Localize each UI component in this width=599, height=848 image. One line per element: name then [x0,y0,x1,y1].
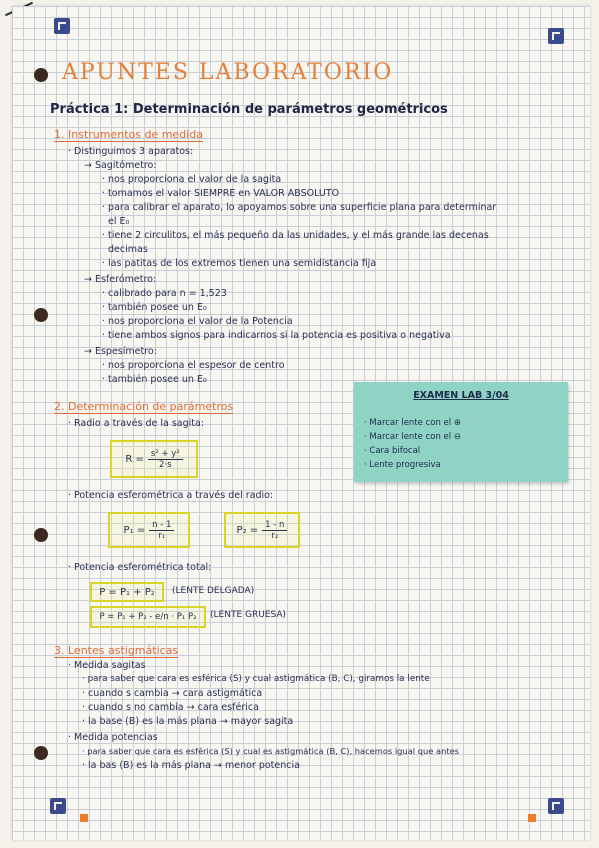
corner-logo-icon [548,798,564,814]
fraction-numerator: 1 - n [262,520,287,531]
formula-text: P = P₁ + P₂ - e/n · P₁ P₂ [99,612,197,622]
binder-hole [34,746,48,760]
note-line: · Distinguimos 3 aparatos: [68,146,194,157]
note-line: · Potencia esferométrica a través del radio: [68,490,274,501]
formula-total-thick-box [90,606,206,628]
formula-text: P₁ = [123,524,146,536]
sticky-note [354,382,568,482]
note-line: decimas [108,244,148,255]
note-line: · la bas (B) es la más plana → menor potencia [82,760,300,771]
note-line: · Medida potencias [68,732,158,743]
note-line: · nos proporciona el valor de la sagita [102,174,282,185]
fraction [148,449,183,470]
fraction-numerator: n - 1 [149,520,174,531]
fraction-denominator: r₂ [271,530,279,541]
page-title: APUNTES LABORATORIO [62,60,394,85]
note-line: · para saber que cara es esférica (S) y cual es astigmática (B, C), hacemos igual que antes [82,746,460,756]
note-line: · Potencia esferométrica total: [68,562,212,573]
note-line: el E₀ [108,216,130,227]
formula-p1-box [108,512,190,548]
sticky-note-item: · Lente progresiva [364,460,441,470]
note-line: · Medida sagitas [68,660,146,671]
binder-hole [34,528,48,542]
note-line: · tiene ambos signos para indicarnos si la potencia es positiva o negativa [102,330,451,341]
note-line: · calibrado para n = 1,523 [102,288,227,299]
formula-text: R = [125,453,144,465]
note-line: · tomamos el valor SIEMPRE en VALOR ABSOLUTO [102,188,340,199]
formula-text: P = P₁ + P₂ [99,586,155,598]
note-line: · Radio a través de la sagita: [68,418,205,429]
lens-type-label: (LENTE GRUESA) [210,610,287,620]
orange-square-icon [80,814,88,822]
formula-radius-box [110,440,198,478]
note-line: · cuando s cambia → cara astigmática [82,688,263,699]
section-heading: 2. Determinación de parámetros [54,400,234,413]
fraction-numerator: s² + y² [148,449,183,460]
fraction-denominator: 2·s [158,459,172,470]
section-heading: 3. Lentes astigmáticas [54,644,179,657]
note-line: · para saber que cara es esférica (S) y cual astigmática (B, C), giramos la lente [82,674,430,684]
sticky-note-item: · Marcar lente con el ⊖ [364,432,461,442]
corner-logo-icon [54,18,70,34]
binder-hole [34,308,48,322]
note-line: → Esferómetro: [84,274,157,285]
note-line: · también posee un E₀ [102,374,207,385]
fraction [149,520,174,541]
sticky-note-item: · Marcar lente con el ⊕ [364,418,461,428]
note-line: · la base (B) es la más plana → mayor sagita [82,716,294,727]
formula-total-thin-box [90,582,164,602]
note-line: → Espesímetro: [84,346,157,357]
note-line: · para calibrar el aparato, lo apoyamos sobre una superficie plana para determinar [102,202,497,213]
sticky-note-title: EXAMEN LAB 3/04 [413,390,509,401]
note-line: · también posee un E₀ [102,302,207,313]
section-heading: 1. Instrumentos de medida [54,128,203,141]
note-line: → Sagitómetro: [84,160,157,171]
binder-hole [34,68,48,82]
note-line: · nos proporciona el valor de la Potencia [102,316,293,327]
sticky-note-item: · Cara bifocal [364,446,421,456]
note-line: · nos proporciona el espesor de centro [102,360,285,371]
fraction [262,520,287,541]
corner-logo-icon [548,28,564,44]
note-line: · cuando s no cambia → cara esférica [82,702,259,713]
practice-subtitle: Práctica 1: Determinación de parámetros geométricos [50,102,448,117]
corner-logo-icon [50,798,66,814]
formula-text: P₂ = [236,524,259,536]
formula-p2-box [224,512,300,548]
fraction-denominator: r₁ [158,530,166,541]
lens-type-label: (LENTE DELGADA) [172,586,255,596]
notebook-page [12,6,590,840]
note-line: · tiene 2 circulitos, el más pequeño da las unidades, y el más grande las decenas [102,230,489,241]
orange-square-icon [528,814,536,822]
note-line: · las patitas de los extremos tienen una semidistancia fija [102,258,377,269]
